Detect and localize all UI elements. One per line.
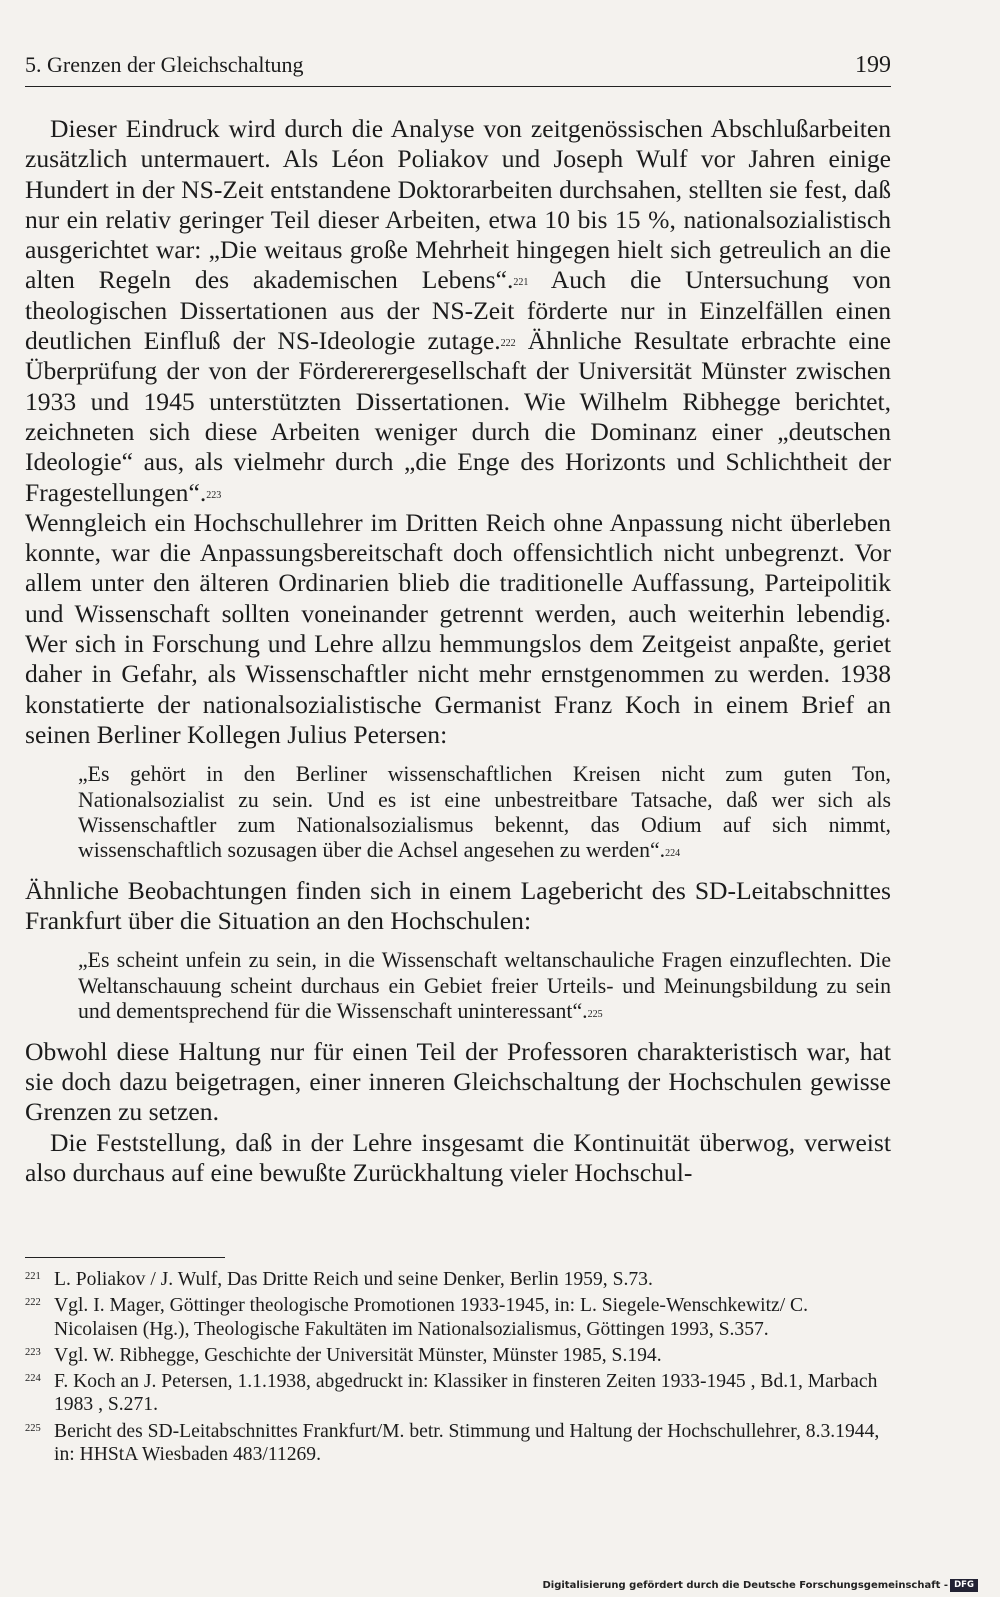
footnote-number: 221 (25, 1271, 41, 1282)
footnote-ref-223[interactable]: 223 (206, 489, 222, 501)
footnote-text: F. Koch an J. Petersen, 1.1.1938, abgedruckt in: Klassiker in finsteren Zeiten 1933-1945 , Bd.1, Marbach 1983 , S.271. (54, 1371, 878, 1416)
paragraph-text: Ähnliche Resultate erbrachte eine Überprüfung der von der Fördererergesellschaft der Universität Münster zwischen 1933 und 1945 unterstützten Dissertationen. Wie Wilhelm Ribhegge berichtet, zeichneten sich diese Arbeiten weniger durch die Dominanz einer „deutschen Ideologie“ aus, als vielmehr durch „die Enge des Horizonts und Schlichtheit der Fragestellungen“. (25, 326, 891, 507)
paragraph-text: Auch die Untersuchung von theologischen Dissertationen aus der NS-Zeit förderte nur in Einzelfällen einen deutlichen Einfluß der NS-Ideologie zutage. (25, 265, 891, 356)
page-header (25, 52, 891, 87)
paragraph-3 (25, 876, 891, 937)
footnote-text: Vgl. W. Ribhegge, Geschichte der Universität Münster, Münster 1985, S.194. (54, 1344, 662, 1366)
paragraph-2 (25, 508, 891, 750)
paragraph-text: Wenngleich ein Hochschullehrer im Dritten Reich ohne Anpassung nicht überleben konnte, war die Anpassungsbereitschaft doch offensichtlich nicht unbegrenzt. Vor allem unter den älteren Ordinarien blieb die traditionelle Auffassung, Parteipolitik und Wissenschaft sollten voneinander getrennt werden, auch weiterhin lebendig. Wer sich in Forschung und Lehre allzu hemmungslos dem Zeitgeist anpaßte, geriet daher in Gefahr, als Wissenschaftler nicht mehr ernstgenommen zu werden. 1938 konstatierte der nationalsozialistische Germanist Franz Koch in einem Brief an seinen Berliner Kollegen Julius Petersen: (25, 507, 891, 749)
footnote-text: Bericht des SD-Leitabschnittes Frankfurt/M. betr. Stimmung und Haltung der Hochschullehrer, 8.3.1944, in: HHStA Wiesbaden 483/11269. (54, 1420, 880, 1466)
footnote-number: 223 (25, 1346, 41, 1358)
footnote-ref-224[interactable]: 224 (665, 848, 681, 860)
footnote-number: 222 (25, 1297, 41, 1309)
body-text (25, 114, 891, 1188)
paragraph-4 (25, 1037, 891, 1128)
quote-text: „Es gehört in den Berliner wissenschaftlichen Kreisen nicht zum guten Ton, Nationalsozialist zu sein. Und es ist eine unbestreitbare Tatsache, daß wer sich als Wissenschaftler zum Nationalsozialismus bekennt, das Odium auf sich nimmt, wissenschaftlich sozusagen über die Achsel angesehen zu werden“. (78, 762, 891, 863)
footnote-ref-225[interactable]: 225 (587, 1009, 603, 1021)
block-quote-2 (78, 948, 891, 1024)
paragraph-text: Die Feststellung, daß in der Lehre insgesamt die Kontinuität überwog, verweist also durchaus auf eine bewußte Zurückhaltung vieler Hochschul- (25, 1127, 891, 1187)
footnote-ref-222[interactable]: 222 (500, 338, 516, 350)
running-title: 5. Grenzen der Gleichschaltung (25, 52, 304, 77)
footnote-224 (25, 1370, 891, 1417)
footnote-221 (25, 1268, 891, 1291)
dfg-logo-icon: DFG (950, 1579, 978, 1592)
paragraph-text: Obwohl diese Haltung nur für einen Teil der Professoren charakteristisch war, hat sie doch dazu beigetragen, einer inneren Gleichschaltung der Hochschulen gewisse Grenzen zu setzen. (25, 1036, 891, 1127)
block-quote-1 (78, 762, 891, 864)
footnote-ref-221[interactable]: 221 (513, 277, 529, 289)
footnotes (25, 1257, 891, 1469)
footnote-text: L. Poliakov / J. Wulf, Das Dritte Reich und seine Denker, Berlin 1959, S.73. (54, 1269, 653, 1290)
page-number: 199 (855, 52, 891, 78)
digitization-credit: Digitalisierung gefördert durch die Deutsche Forschungsgemeinschaft - (542, 1580, 948, 1591)
quote-text: „Es scheint unfein zu sein, in die Wissenschaft weltanschauliche Fragen einzuflechten. Die Weltanschauung scheint durchaus ein Gebiet freier Urteils- und Meinungsbildung zu sein und dementsprechend für die Wissenschaft uninteressant“. (78, 948, 891, 1024)
footnote-divider (25, 1257, 225, 1258)
footnote-223 (25, 1344, 891, 1367)
footnote-222 (25, 1294, 891, 1341)
paragraph-text: Ähnliche Beobachtungen finden sich in einem Lagebericht des SD-Leitabschnittes Frankfurt über die Situation an den Hochschulen: (25, 875, 891, 936)
footnote-225 (25, 1420, 891, 1467)
paragraph-text: Dieser Eindruck wird durch die Analyse von zeitgenössischen Abschlußarbeiten zusätzlich untermauert. Als Léon Poliakov und Joseph Wulf vor Jahren einige Hundert in der NS-Zeit entstandene Doktorarbeiten durchsahen, stellten sie fest, daß nur ein relativ geringer Teil dieser Arbeiten, etwa 10 bis 15 %, nationalsozialistisch ausgerichtet war: „Die weitaus große Mehrheit hingegen hielt sich getreulich an die alten Regeln des akademischen Lebens“. (25, 114, 891, 295)
paragraph-5 (25, 1128, 891, 1189)
paragraph-1 (25, 114, 891, 508)
footnote-number: 225 (25, 1422, 41, 1434)
footnote-number: 224 (25, 1373, 41, 1385)
footnote-text: Vgl. I. Mager, Göttinger theologische Promotionen 1933-1945, in: L. Siegele-Wenschkewitz/ C. Nicolaisen (Hg.), Theologische Fakultäten im Nationalsozialismus, Göttingen 1993, S.357. (54, 1295, 809, 1340)
